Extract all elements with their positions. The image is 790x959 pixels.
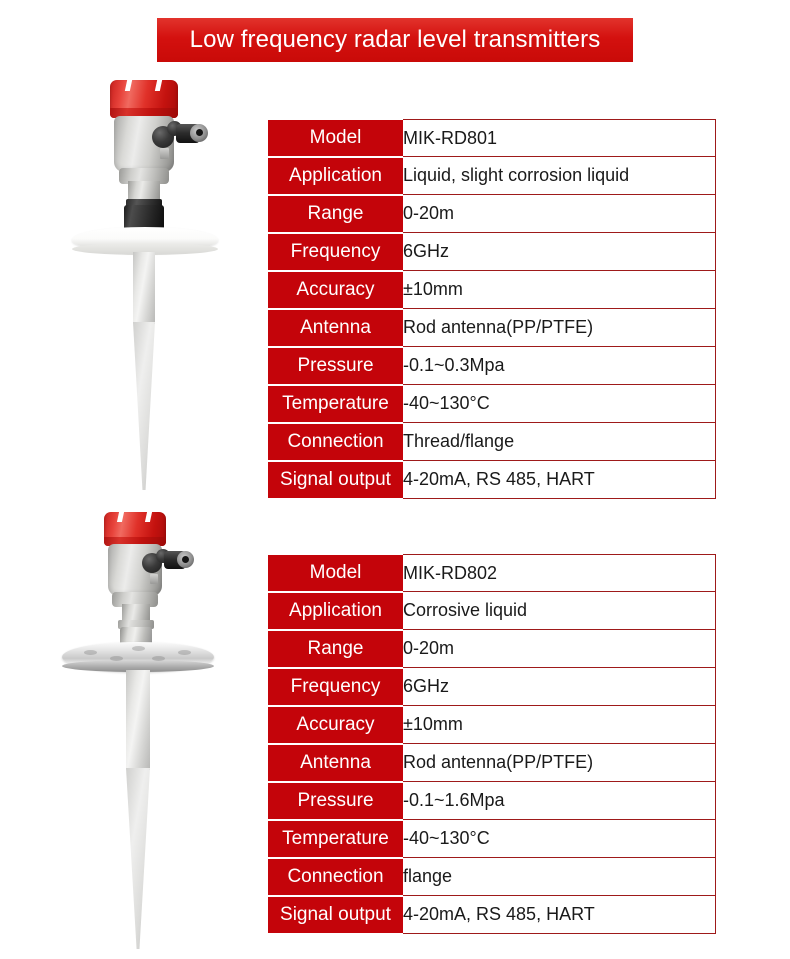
table-row <box>268 858 716 896</box>
spec-value: MIK-RD802 <box>403 555 716 592</box>
red-cap <box>104 512 166 546</box>
spec-label: Range <box>268 195 403 233</box>
spec-value: MIK-RD801 <box>403 120 716 157</box>
rod-antenna-upper <box>133 252 155 324</box>
table-row <box>268 233 716 271</box>
rod-antenna-taper <box>126 768 150 949</box>
spec-label: Antenna <box>268 309 403 347</box>
spec-value: Corrosive liquid <box>403 592 716 630</box>
spec-label: Accuracy <box>268 706 403 744</box>
spec-value: 0-20m <box>403 630 716 668</box>
table-row <box>268 271 716 309</box>
flange-bolt-hole <box>152 656 165 661</box>
table-row <box>268 157 716 195</box>
table-row <box>268 120 716 157</box>
spec-value: 6GHz <box>403 233 716 271</box>
spec-label: Accuracy <box>268 271 403 309</box>
spec-value: flange <box>403 858 716 896</box>
spec-label: Connection <box>268 858 403 896</box>
spec-value: 4-20mA, RS 485, HART <box>403 896 716 934</box>
flange-bolt-hole <box>110 656 123 661</box>
spec-label: Temperature <box>268 820 403 858</box>
table-row <box>268 630 716 668</box>
spec-label: Range <box>268 630 403 668</box>
spec-label: Pressure <box>268 347 403 385</box>
spec-value: 4-20mA, RS 485, HART <box>403 461 716 499</box>
table-row <box>268 592 716 630</box>
spec-value: Thread/flange <box>403 423 716 461</box>
spec-table-rd801 <box>268 119 716 500</box>
spec-value: 0-20m <box>403 195 716 233</box>
cap-notch <box>117 512 124 522</box>
table-row <box>268 385 716 423</box>
spec-value: Liquid, slight corrosion liquid <box>403 157 716 195</box>
spec-value: -0.1~1.6Mpa <box>403 782 716 820</box>
red-cap <box>110 80 178 118</box>
table-row <box>268 309 716 347</box>
spec-label: Frequency <box>268 668 403 706</box>
table-row <box>268 782 716 820</box>
spec-label: Signal output <box>268 896 403 934</box>
spec-label: Application <box>268 592 403 630</box>
table-row <box>268 461 716 499</box>
page-title: Low frequency radar level transmitters <box>189 26 601 53</box>
flange-bolt-hole <box>132 646 145 651</box>
spec-value: ±10mm <box>403 271 716 309</box>
table-row <box>268 423 716 461</box>
cap-notch <box>125 80 132 91</box>
table-row <box>268 820 716 858</box>
product-image-rd802 <box>0 490 260 959</box>
conduit-hole <box>182 556 189 563</box>
flange-bolt-hole <box>84 650 97 655</box>
table-row <box>268 195 716 233</box>
spec-value: ±10mm <box>403 706 716 744</box>
conduit-hole <box>196 129 203 136</box>
table-row <box>268 896 716 934</box>
nameplate-tag <box>150 574 158 584</box>
spec-label: Temperature <box>268 385 403 423</box>
spec-value: -40~130°C <box>403 385 716 423</box>
spec-label: Connection <box>268 423 403 461</box>
rod-antenna-taper <box>133 322 155 490</box>
spec-value: Rod antenna(PP/PTFE) <box>403 309 716 347</box>
cap-notch <box>145 512 152 522</box>
table-row <box>268 555 716 592</box>
table-row <box>268 347 716 385</box>
rod-antenna-upper <box>126 670 150 770</box>
table-row <box>268 744 716 782</box>
table-row <box>268 706 716 744</box>
spec-label: Model <box>268 555 403 592</box>
spec-value: -40~130°C <box>403 820 716 858</box>
flange-bolt-hole <box>178 650 191 655</box>
cap-notch <box>155 80 162 91</box>
spec-label: Application <box>268 157 403 195</box>
product-image-rd801 <box>0 0 260 500</box>
spec-label: Pressure <box>268 782 403 820</box>
spec-label: Model <box>268 120 403 157</box>
spec-value: -0.1~0.3Mpa <box>403 347 716 385</box>
spec-label: Antenna <box>268 744 403 782</box>
spec-table-rd802 <box>268 554 716 935</box>
spec-label: Frequency <box>268 233 403 271</box>
spec-label: Signal output <box>268 461 403 499</box>
spec-value: Rod antenna(PP/PTFE) <box>403 744 716 782</box>
nameplate-tag <box>160 148 169 159</box>
table-row <box>268 668 716 706</box>
spec-value: 6GHz <box>403 668 716 706</box>
